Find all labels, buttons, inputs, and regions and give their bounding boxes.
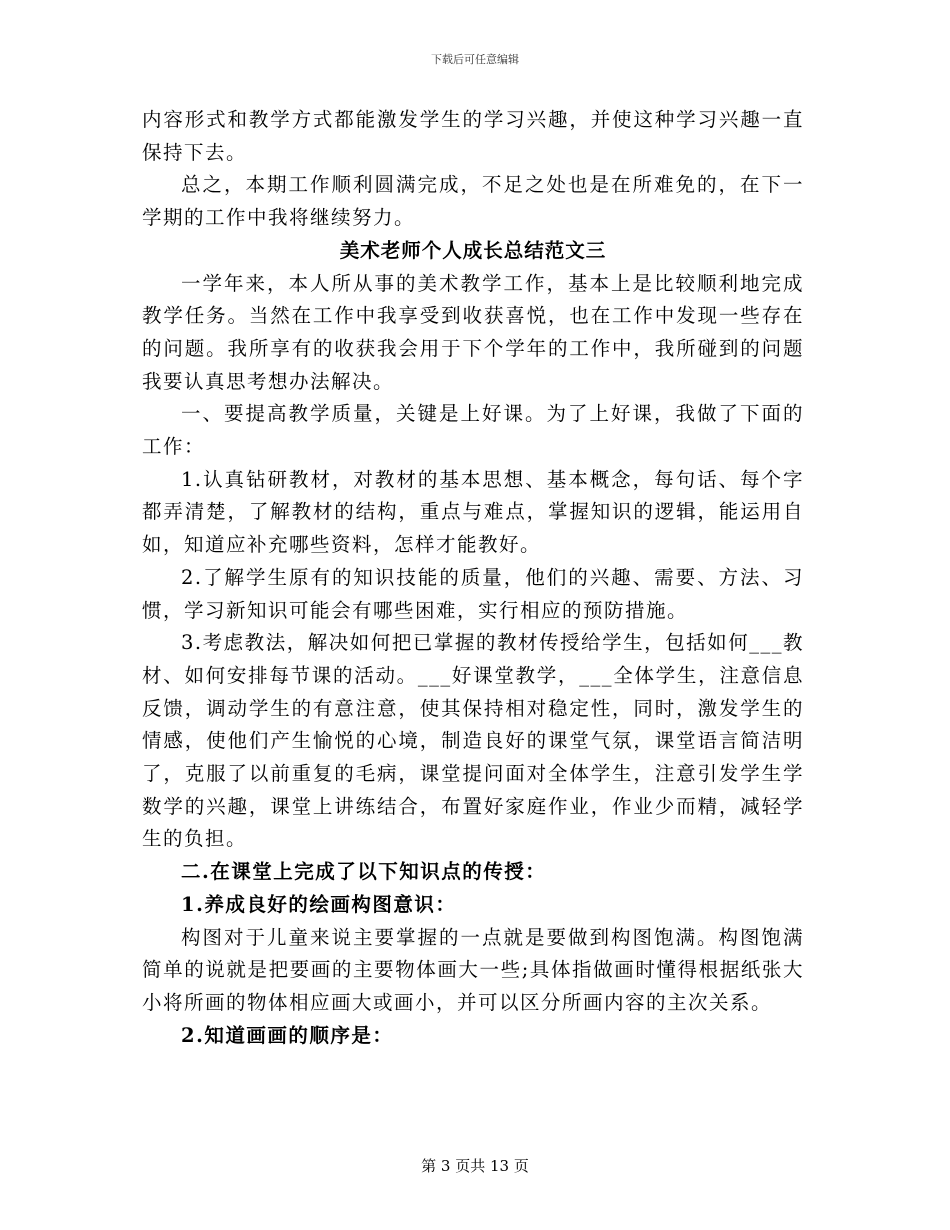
- subheading-composition: 1.养成良好的绘画构图意识：: [181, 892, 457, 916]
- subheading-knowledge-points: 二.在课堂上完成了以下知识点的传授：: [181, 860, 547, 884]
- subheading-drawing-order: 2.知道画画的顺序是：: [181, 1023, 394, 1047]
- paragraph-continued: 内容形式和教学方式都能激发学生的学习兴趣，并使这种学习兴趣一直保持下去。: [142, 108, 804, 164]
- paragraph-composition: 构图对于儿童来说主要掌握的一点就是要做到构图饱满。构图饱满简单的说就是把要画的主要物体画大一些;具体指做画时懂得根据纸张大小将所画的物体相应画大或画小，并可以区分所画内容的主次关系。: [142, 925, 804, 1014]
- paragraph-point-one: 一、要提高教学质量，关键是上好课。为了上好课，我做了下面的工作：: [142, 402, 804, 459]
- list-item-1: 1.认真钻研教材，对教材的基本思想、基本概念，每句话、每个字都弄清楚，了解教材的结构，重点与难点，掌握知识的逻辑，能运用自如，知道应补充哪些资料，怎样才能教好。: [142, 467, 804, 557]
- page-header-note: 下载后可任意编辑: [431, 53, 519, 66]
- document-body: [142, 104, 804, 1052]
- paragraph-summary: 总之，本期工作顺利圆满完成，不足之处也是在所难免的，在下一学期的工作中我将继续努力。: [142, 173, 804, 230]
- section-title: 美术老师个人成长总结范文三: [339, 238, 607, 262]
- list-item-2: 2.了解学生原有的知识技能的质量，他们的兴趣、需要、方法、习惯，学习新知识可能会有哪些困难，实行相应的预防措施。: [142, 565, 804, 622]
- paragraph-intro: 一学年来，本人所从事的美术教学工作，基本上是比较顺利地完成教学任务。当然在工作中我享受到收获喜悦，也在工作中发现一些存在的问题。我所享有的收获我会用于下个学年的工作中，我所碰到的问题我要认真思考想办法解决。: [142, 271, 804, 393]
- list-item-3: 3.考虑教法，解决如何把已掌握的教材传授给学生，包括如何___教材、如何安排每节课的活动。___好课堂教学，___全体学生，注意信息反馈，调动学生的有意注意，使其保持相对稳定性，同时，激发学生的情感，使他们产生愉悦的心境，制造良好的课堂气氛，课堂语言简洁明了，克服了以前重复的毛病，课堂提问面对全体学生，注意引发学生学数学的兴趣，课堂上讲练结合，布置好家庭作业，作业少而精，减轻学生的负担。: [142, 631, 804, 851]
- page-number: 第 3 页共 13 页: [421, 1157, 529, 1175]
